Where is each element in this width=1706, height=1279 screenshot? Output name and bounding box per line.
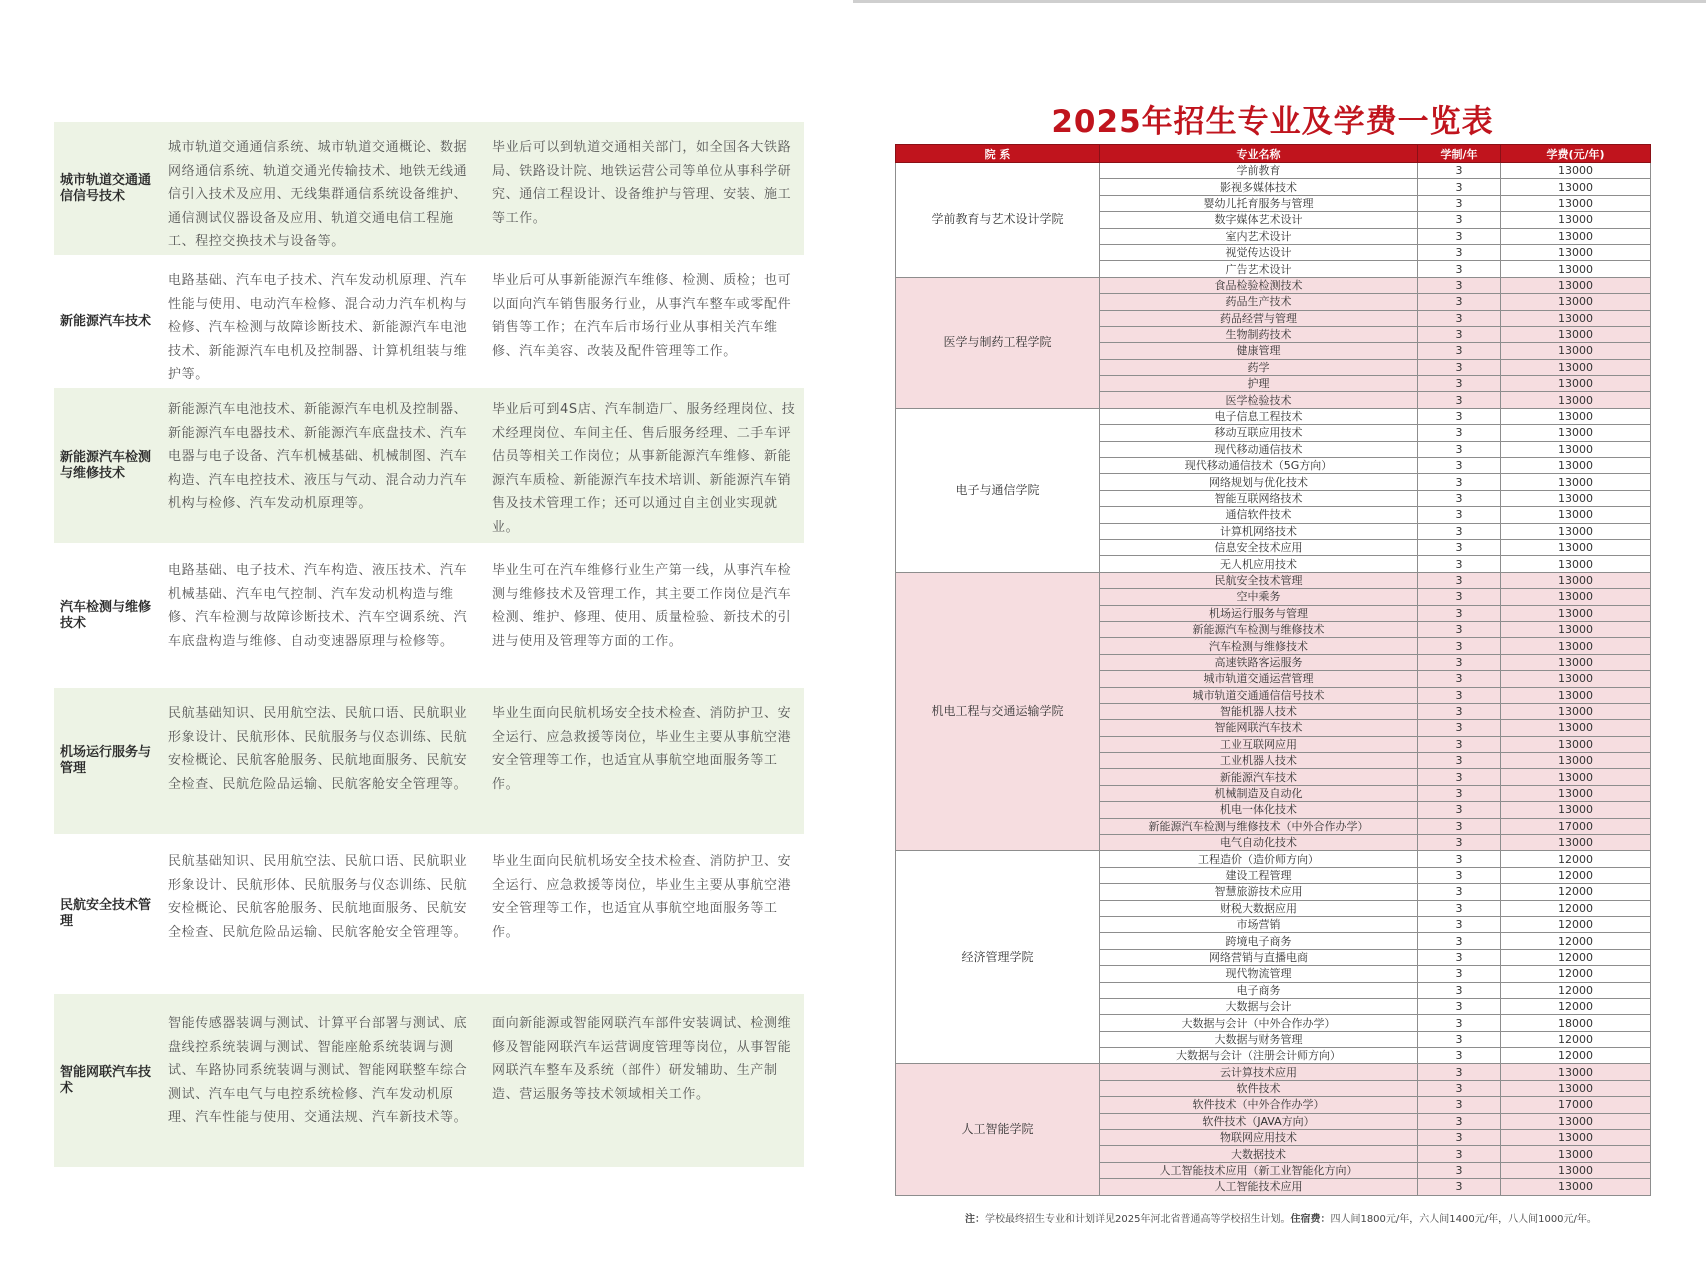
majors-description-list: [54, 122, 804, 1167]
duration-cell: 3: [1418, 753, 1501, 769]
fee-cell: 13000: [1501, 376, 1651, 392]
major-careers: 毕业生面向民航机场安全技术检查、消防护卫、安全运行、应急救援等岗位，毕业生主要从事航空港安全管理等工作，也适宜从事航空地面服务等工作。: [492, 706, 792, 792]
duration-cell: 3: [1418, 474, 1501, 490]
duration-cell: 3: [1418, 228, 1501, 244]
major-cell: 软件技术（JAVA方向）: [1100, 1113, 1418, 1129]
fee-cell: 13000: [1501, 441, 1651, 457]
duration-cell: 3: [1418, 490, 1501, 506]
major-careers: 毕业后可以到轨道交通相关部门，如全国各大铁路局、铁路设计院、地铁运营公司等单位从事科学研究、通信工程设计、设备维护与管理、安装、施工等工作。: [492, 140, 792, 226]
duration-cell: 3: [1418, 884, 1501, 900]
fee-cell: 13000: [1501, 1130, 1651, 1146]
fee-cell: 13000: [1501, 163, 1651, 179]
page-top-divider: [853, 0, 1706, 3]
note-fee-label: 住宿费：: [1290, 1214, 1331, 1225]
duration-cell: 3: [1418, 408, 1501, 424]
major-cell: 影视多媒体技术: [1100, 179, 1418, 195]
major-row-nev-tech: [54, 255, 804, 388]
major-cell: 工业互联网应用: [1100, 736, 1418, 752]
major-cell: 人工智能技术应用: [1100, 1179, 1418, 1195]
major-row-auto-repair: [54, 543, 804, 688]
note-text: 学校最终招生专业和计划详见2025年河北省普通高等学校招生计划。: [985, 1214, 1291, 1225]
duration-cell: 3: [1418, 212, 1501, 228]
major-cell: 电子信息工程技术: [1100, 408, 1418, 424]
fee-cell: 13000: [1501, 769, 1651, 785]
duration-cell: 3: [1418, 1113, 1501, 1129]
major-cell: 医学检验技术: [1100, 392, 1418, 408]
duration-cell: 3: [1418, 654, 1501, 670]
major-cell: 婴幼儿托育服务与管理: [1100, 195, 1418, 211]
duration-cell: 3: [1418, 589, 1501, 605]
fee-cell: 13000: [1501, 1146, 1651, 1162]
major-cell: 新能源汽车技术: [1100, 769, 1418, 785]
fee-cell: 13000: [1501, 621, 1651, 637]
duration-cell: 3: [1418, 982, 1501, 998]
major-careers: 毕业后可从事新能源汽车维修、检测、质检；也可以面向汽车销售服务行业，从事汽车整车或零配件销售等工作；在汽车后市场行业从事相关汽车维修、汽车美容、改装及配件管理等工作。: [492, 273, 792, 359]
fee-cell: 13000: [1501, 458, 1651, 474]
major-cell: 大数据与财务管理: [1100, 1031, 1418, 1047]
major-row-connected-vehicle: [54, 994, 804, 1167]
fee-cell: 13000: [1501, 294, 1651, 310]
duration-cell: 3: [1418, 966, 1501, 982]
major-courses: 电路基础、汽车电子技术、汽车发动机原理、汽车性能与使用、电动汽车检修、混合动力汽车机构与检修、汽车检测与故障诊断技术、新能源汽车电池技术、新能源汽车电机及控制器、计算机组装与维护等。: [168, 273, 468, 382]
major-cell: 工程造价（造价师方向）: [1100, 851, 1418, 867]
major-cell: 机械制造及自动化: [1100, 785, 1418, 801]
major-cell: 药学: [1100, 359, 1418, 375]
major-courses: 民航基础知识、民用航空法、民航口语、民航职业形象设计、民航形体、民航服务与仪态训练、民航安检概论、民航客舱服务、民航地面服务、民航安全检查、民航危险品运输、民航客舱安全管理等。: [168, 706, 468, 792]
fee-cell: 13000: [1501, 572, 1651, 588]
duration-cell: 3: [1418, 703, 1501, 719]
major-cell: 护理: [1100, 376, 1418, 392]
fee-cell: 13000: [1501, 228, 1651, 244]
major-row-airport-ops: [54, 688, 804, 834]
fee-cell: 13000: [1501, 654, 1651, 670]
duration-cell: 3: [1418, 261, 1501, 277]
major-cell: 智能网联汽车技术: [1100, 720, 1418, 736]
duration-cell: 3: [1418, 277, 1501, 293]
major-cell: 网络营销与直播电商: [1100, 949, 1418, 965]
fee-cell: 13000: [1501, 556, 1651, 572]
major-cell: 无人机应用技术: [1100, 556, 1418, 572]
fee-cell: 12000: [1501, 851, 1651, 867]
major-cell: 城市轨道交通运营管理: [1100, 671, 1418, 687]
major-row-aviation-safety: [54, 834, 804, 994]
duration-cell: 3: [1418, 1048, 1501, 1064]
duration-cell: 3: [1418, 785, 1501, 801]
duration-cell: 3: [1418, 900, 1501, 916]
major-careers: 毕业生面向民航机场安全技术检查、消防护卫、安全运行、应急救援等岗位，毕业生主要从事航空港安全管理等工作，也适宜从事航空地面服务等工作。: [492, 854, 792, 940]
duration-cell: 3: [1418, 671, 1501, 687]
fee-cell: 13000: [1501, 703, 1651, 719]
major-cell: 市场营销: [1100, 916, 1418, 932]
major-cell: 计算机网络技术: [1100, 523, 1418, 539]
fee-cell: 13000: [1501, 261, 1651, 277]
note-fee-text: 四人间1800元/年，六人间1400元/年，八人间1000元/年。: [1330, 1214, 1597, 1225]
major-name: 新能源汽车检测与维修技术: [60, 449, 152, 481]
fee-cell: 18000: [1501, 1015, 1651, 1031]
fee-cell: 12000: [1501, 998, 1651, 1014]
fee-cell: 13000: [1501, 687, 1651, 703]
fee-cell: 12000: [1501, 867, 1651, 883]
fee-cell: 12000: [1501, 966, 1651, 982]
major-cell: 工业机器人技术: [1100, 753, 1418, 769]
major-cell: 视觉传达设计: [1100, 244, 1418, 260]
fee-cell: 13000: [1501, 736, 1651, 752]
major-cell: 汽车检测与维修技术: [1100, 638, 1418, 654]
duration-cell: 3: [1418, 294, 1501, 310]
table-body: [896, 163, 1651, 1196]
major-name: 智能网联汽车技术: [60, 1064, 152, 1096]
major-cell: 现代移动通信技术: [1100, 441, 1418, 457]
fee-cell: 13000: [1501, 392, 1651, 408]
fee-cell: 13000: [1501, 179, 1651, 195]
major-cell: 室内艺术设计: [1100, 228, 1418, 244]
duration-cell: 3: [1418, 539, 1501, 555]
duration-cell: 3: [1418, 425, 1501, 441]
duration-cell: 3: [1418, 835, 1501, 851]
major-cell: 食品检验检测技术: [1100, 277, 1418, 293]
major-cell: 健康管理: [1100, 343, 1418, 359]
major-courses: 新能源汽车电池技术、新能源汽车电机及控制器、新能源汽车电器技术、新能源汽车底盘技术、汽车电器与电子设备、汽车机械基础、机械制图、汽车构造、汽车电控技术、液压与气动、混合动力汽车机构与检修、汽车发动机原理等。: [168, 402, 468, 511]
duration-cell: 3: [1418, 1130, 1501, 1146]
major-name: 民航安全技术管理: [60, 898, 152, 929]
duration-cell: 3: [1418, 1162, 1501, 1178]
department-cell: 人工智能学院: [896, 1064, 1100, 1195]
duration-cell: 3: [1418, 1015, 1501, 1031]
fee-cell: 12000: [1501, 982, 1651, 998]
table-row: [896, 1064, 1651, 1080]
tuition-table: [895, 144, 1651, 1196]
table-header-row: [896, 145, 1651, 163]
department-cell: 医学与制药工程学院: [896, 277, 1100, 408]
major-cell: 机场运行服务与管理: [1100, 605, 1418, 621]
table-row: [896, 851, 1651, 867]
fee-cell: 13000: [1501, 244, 1651, 260]
fee-cell: 13000: [1501, 605, 1651, 621]
duration-cell: 3: [1418, 376, 1501, 392]
duration-cell: 3: [1418, 507, 1501, 523]
duration-cell: 3: [1418, 818, 1501, 834]
duration-cell: 3: [1418, 933, 1501, 949]
fee-cell: 13000: [1501, 507, 1651, 523]
major-cell: 药品经营与管理: [1100, 310, 1418, 326]
duration-cell: 3: [1418, 916, 1501, 932]
fee-cell: 13000: [1501, 539, 1651, 555]
duration-cell: 3: [1418, 769, 1501, 785]
major-cell: 通信软件技术: [1100, 507, 1418, 523]
fee-cell: 13000: [1501, 638, 1651, 654]
major-cell: 空中乘务: [1100, 589, 1418, 605]
major-cell: 现代物流管理: [1100, 966, 1418, 982]
major-careers: 毕业后可到4S店、汽车制造厂、服务经理岗位、技术经理岗位、车间主任、售后服务经理、二手车评估员等相关工作岗位；从事新能源汽车维修、新能源汽车质检、新能源汽车技术培训、新能源汽车销售及技术管理工作；还可以通过自主创业实现就业。: [492, 402, 796, 535]
major-cell: 智慧旅游技术应用: [1100, 884, 1418, 900]
fee-cell: 13000: [1501, 835, 1651, 851]
fee-cell: 13000: [1501, 212, 1651, 228]
duration-cell: 3: [1418, 163, 1501, 179]
header-duration: 学制/年: [1418, 145, 1501, 163]
duration-cell: 3: [1418, 1080, 1501, 1096]
major-cell: 高速铁路客运服务: [1100, 654, 1418, 670]
major-cell: 建设工程管理: [1100, 867, 1418, 883]
fee-cell: 13000: [1501, 490, 1651, 506]
major-cell: 广告艺术设计: [1100, 261, 1418, 277]
duration-cell: 3: [1418, 949, 1501, 965]
fee-cell: 13000: [1501, 720, 1651, 736]
fee-cell: 12000: [1501, 1048, 1651, 1064]
duration-cell: 3: [1418, 359, 1501, 375]
fee-cell: 17000: [1501, 818, 1651, 834]
major-name: 汽车检测与维修技术: [60, 599, 152, 631]
duration-cell: 3: [1418, 1179, 1501, 1195]
duration-cell: 3: [1418, 851, 1501, 867]
fee-cell: 13000: [1501, 589, 1651, 605]
duration-cell: 3: [1418, 867, 1501, 883]
major-cell: 信息安全技术应用: [1100, 539, 1418, 555]
major-cell: 大数据与会计（注册会计师方向）: [1100, 1048, 1418, 1064]
fee-cell: 13000: [1501, 326, 1651, 342]
duration-cell: 3: [1418, 343, 1501, 359]
duration-cell: 3: [1418, 556, 1501, 572]
major-cell: 电气自动化技术: [1100, 835, 1418, 851]
fee-cell: 13000: [1501, 474, 1651, 490]
fee-cell: 13000: [1501, 1064, 1651, 1080]
major-row-nev-repair: [54, 388, 804, 543]
table-row: [896, 163, 1651, 179]
major-cell: 大数据与会计（中外合作办学）: [1100, 1015, 1418, 1031]
major-cell: 学前教育: [1100, 163, 1418, 179]
major-cell: 网络规划与优化技术: [1100, 474, 1418, 490]
fee-cell: 12000: [1501, 900, 1651, 916]
major-cell: 软件技术（中外合作办学）: [1100, 1097, 1418, 1113]
duration-cell: 3: [1418, 621, 1501, 637]
fee-cell: 13000: [1501, 408, 1651, 424]
duration-cell: 3: [1418, 1064, 1501, 1080]
fee-cell: 13000: [1501, 277, 1651, 293]
duration-cell: 3: [1418, 310, 1501, 326]
fee-cell: 12000: [1501, 949, 1651, 965]
duration-cell: 3: [1418, 179, 1501, 195]
major-name: 城市轨道交通通信信号技术: [60, 172, 152, 204]
duration-cell: 3: [1418, 605, 1501, 621]
duration-cell: 3: [1418, 998, 1501, 1014]
major-cell: 人工智能技术应用（新工业智能化方向）: [1100, 1162, 1418, 1178]
major-cell: 机电一体化技术: [1100, 802, 1418, 818]
duration-cell: 3: [1418, 720, 1501, 736]
fee-cell: 12000: [1501, 884, 1651, 900]
duration-cell: 3: [1418, 572, 1501, 588]
major-cell: 云计算技术应用: [1100, 1064, 1418, 1080]
major-courses: 电路基础、电子技术、汽车构造、液压技术、汽车机械基础、汽车电气控制、汽车发动机构造与维修、汽车检测与故障诊断技术、汽车空调系统、汽车底盘构造与维修、自动变速器原理与检修等。: [168, 563, 468, 649]
duration-cell: 3: [1418, 523, 1501, 539]
fee-cell: 13000: [1501, 785, 1651, 801]
fee-cell: 12000: [1501, 1031, 1651, 1047]
header-department: 院 系: [896, 145, 1100, 163]
major-name: 新能源汽车技术: [60, 313, 152, 329]
duration-cell: 3: [1418, 687, 1501, 703]
major-row-rail-signal: [54, 122, 804, 255]
major-name: 机场运行服务与管理: [60, 745, 152, 776]
page-title: 2025年招生专业及学费一览表: [1051, 104, 1494, 140]
major-cell: 民航安全技术管理: [1100, 572, 1418, 588]
major-cell: 生物制药技术: [1100, 326, 1418, 342]
fee-cell: 13000: [1501, 1113, 1651, 1129]
major-cell: 物联网应用技术: [1100, 1130, 1418, 1146]
major-cell: 软件技术: [1100, 1080, 1418, 1096]
fee-cell: 13000: [1501, 343, 1651, 359]
major-cell: 大数据技术: [1100, 1146, 1418, 1162]
major-courses: 民航基础知识、民用航空法、民航口语、民航职业形象设计、民航形体、民航服务与仪态训练、民航安检概论、民航客舱服务、民航地面服务、民航安全检查、民航危险品运输、民航客舱安全管理等。: [168, 854, 468, 940]
major-cell: 新能源汽车检测与维修技术（中外合作办学）: [1100, 818, 1418, 834]
duration-cell: 3: [1418, 802, 1501, 818]
table-row: [896, 572, 1651, 588]
major-cell: 电子商务: [1100, 982, 1418, 998]
duration-cell: 3: [1418, 458, 1501, 474]
major-cell: 药品生产技术: [1100, 294, 1418, 310]
major-cell: 城市轨道交通通信信号技术: [1100, 687, 1418, 703]
table-row: [896, 408, 1651, 424]
fee-cell: 13000: [1501, 523, 1651, 539]
major-cell: 移动互联应用技术: [1100, 425, 1418, 441]
tuition-table-container: [895, 144, 1650, 1196]
table-row: [896, 277, 1651, 293]
major-cell: 财税大数据应用: [1100, 900, 1418, 916]
fee-cell: 13000: [1501, 310, 1651, 326]
duration-cell: 3: [1418, 195, 1501, 211]
fee-cell: 13000: [1501, 671, 1651, 687]
duration-cell: 3: [1418, 441, 1501, 457]
fee-cell: 13000: [1501, 1162, 1651, 1178]
fee-cell: 12000: [1501, 933, 1651, 949]
major-cell: 新能源汽车检测与维修技术: [1100, 621, 1418, 637]
fee-cell: 13000: [1501, 753, 1651, 769]
duration-cell: 3: [1418, 244, 1501, 260]
major-cell: 现代移动通信技术（5G方向）: [1100, 458, 1418, 474]
fee-cell: 13000: [1501, 1080, 1651, 1096]
footnote: [965, 1210, 1665, 1225]
fee-cell: 13000: [1501, 359, 1651, 375]
department-cell: 经济管理学院: [896, 851, 1100, 1064]
department-cell: 机电工程与交通运输学院: [896, 572, 1100, 851]
department-cell: 学前教育与艺术设计学院: [896, 163, 1100, 278]
major-cell: 智能机器人技术: [1100, 703, 1418, 719]
duration-cell: 3: [1418, 638, 1501, 654]
fee-cell: 12000: [1501, 916, 1651, 932]
department-cell: 电子与通信学院: [896, 408, 1100, 572]
duration-cell: 3: [1418, 326, 1501, 342]
duration-cell: 3: [1418, 1097, 1501, 1113]
major-cell: 智能互联网络技术: [1100, 490, 1418, 506]
duration-cell: 3: [1418, 736, 1501, 752]
fee-cell: 13000: [1501, 1179, 1651, 1195]
header-fee: 学费(元/年): [1501, 145, 1651, 163]
header-major: 专业名称: [1100, 145, 1418, 163]
note-label: 注：: [965, 1214, 985, 1225]
major-careers: 面向新能源或智能网联汽车部件安装调试、检测维修及智能网联汽车运营调度管理等岗位，从事智能网联汽车整车及系统（部件）研发辅助、生产制造、营运服务等技术领域相关工作。: [492, 1016, 792, 1102]
major-courses: 智能传感器装调与测试、计算平台部署与测试、底盘线控系统装调与测试、智能座舱系统装调与测试、车路协同系统装调与测试、智能网联整车综合测试、汽车电气与电控系统检修、汽车发动机原理、汽车性能与使用、交通法规、汽车新技术等。: [168, 1016, 468, 1125]
duration-cell: 3: [1418, 392, 1501, 408]
major-courses: 城市轨道交通通信系统、城市轨道交通概论、数据网络通信系统、轨道交通光传输技术、地铁无线通信引入技术及应用、无线集群通信系统设备维护、通信测试仪器设备及应用、轨道交通电信工程施工、程控交换技术与设备等。: [168, 140, 468, 249]
fee-cell: 17000: [1501, 1097, 1651, 1113]
fee-cell: 13000: [1501, 802, 1651, 818]
duration-cell: 3: [1418, 1146, 1501, 1162]
fee-cell: 13000: [1501, 425, 1651, 441]
major-cell: 数字媒体艺术设计: [1100, 212, 1418, 228]
fee-cell: 13000: [1501, 195, 1651, 211]
duration-cell: 3: [1418, 1031, 1501, 1047]
major-cell: 跨境电子商务: [1100, 933, 1418, 949]
major-careers: 毕业生可在汽车维修行业生产第一线，从事汽车检测与维修技术及管理工作，其主要工作岗位是汽车检测、维护、修理、使用、质量检验、新技术的引进与使用及管理等方面的工作。: [492, 563, 792, 649]
major-cell: 大数据与会计: [1100, 998, 1418, 1014]
